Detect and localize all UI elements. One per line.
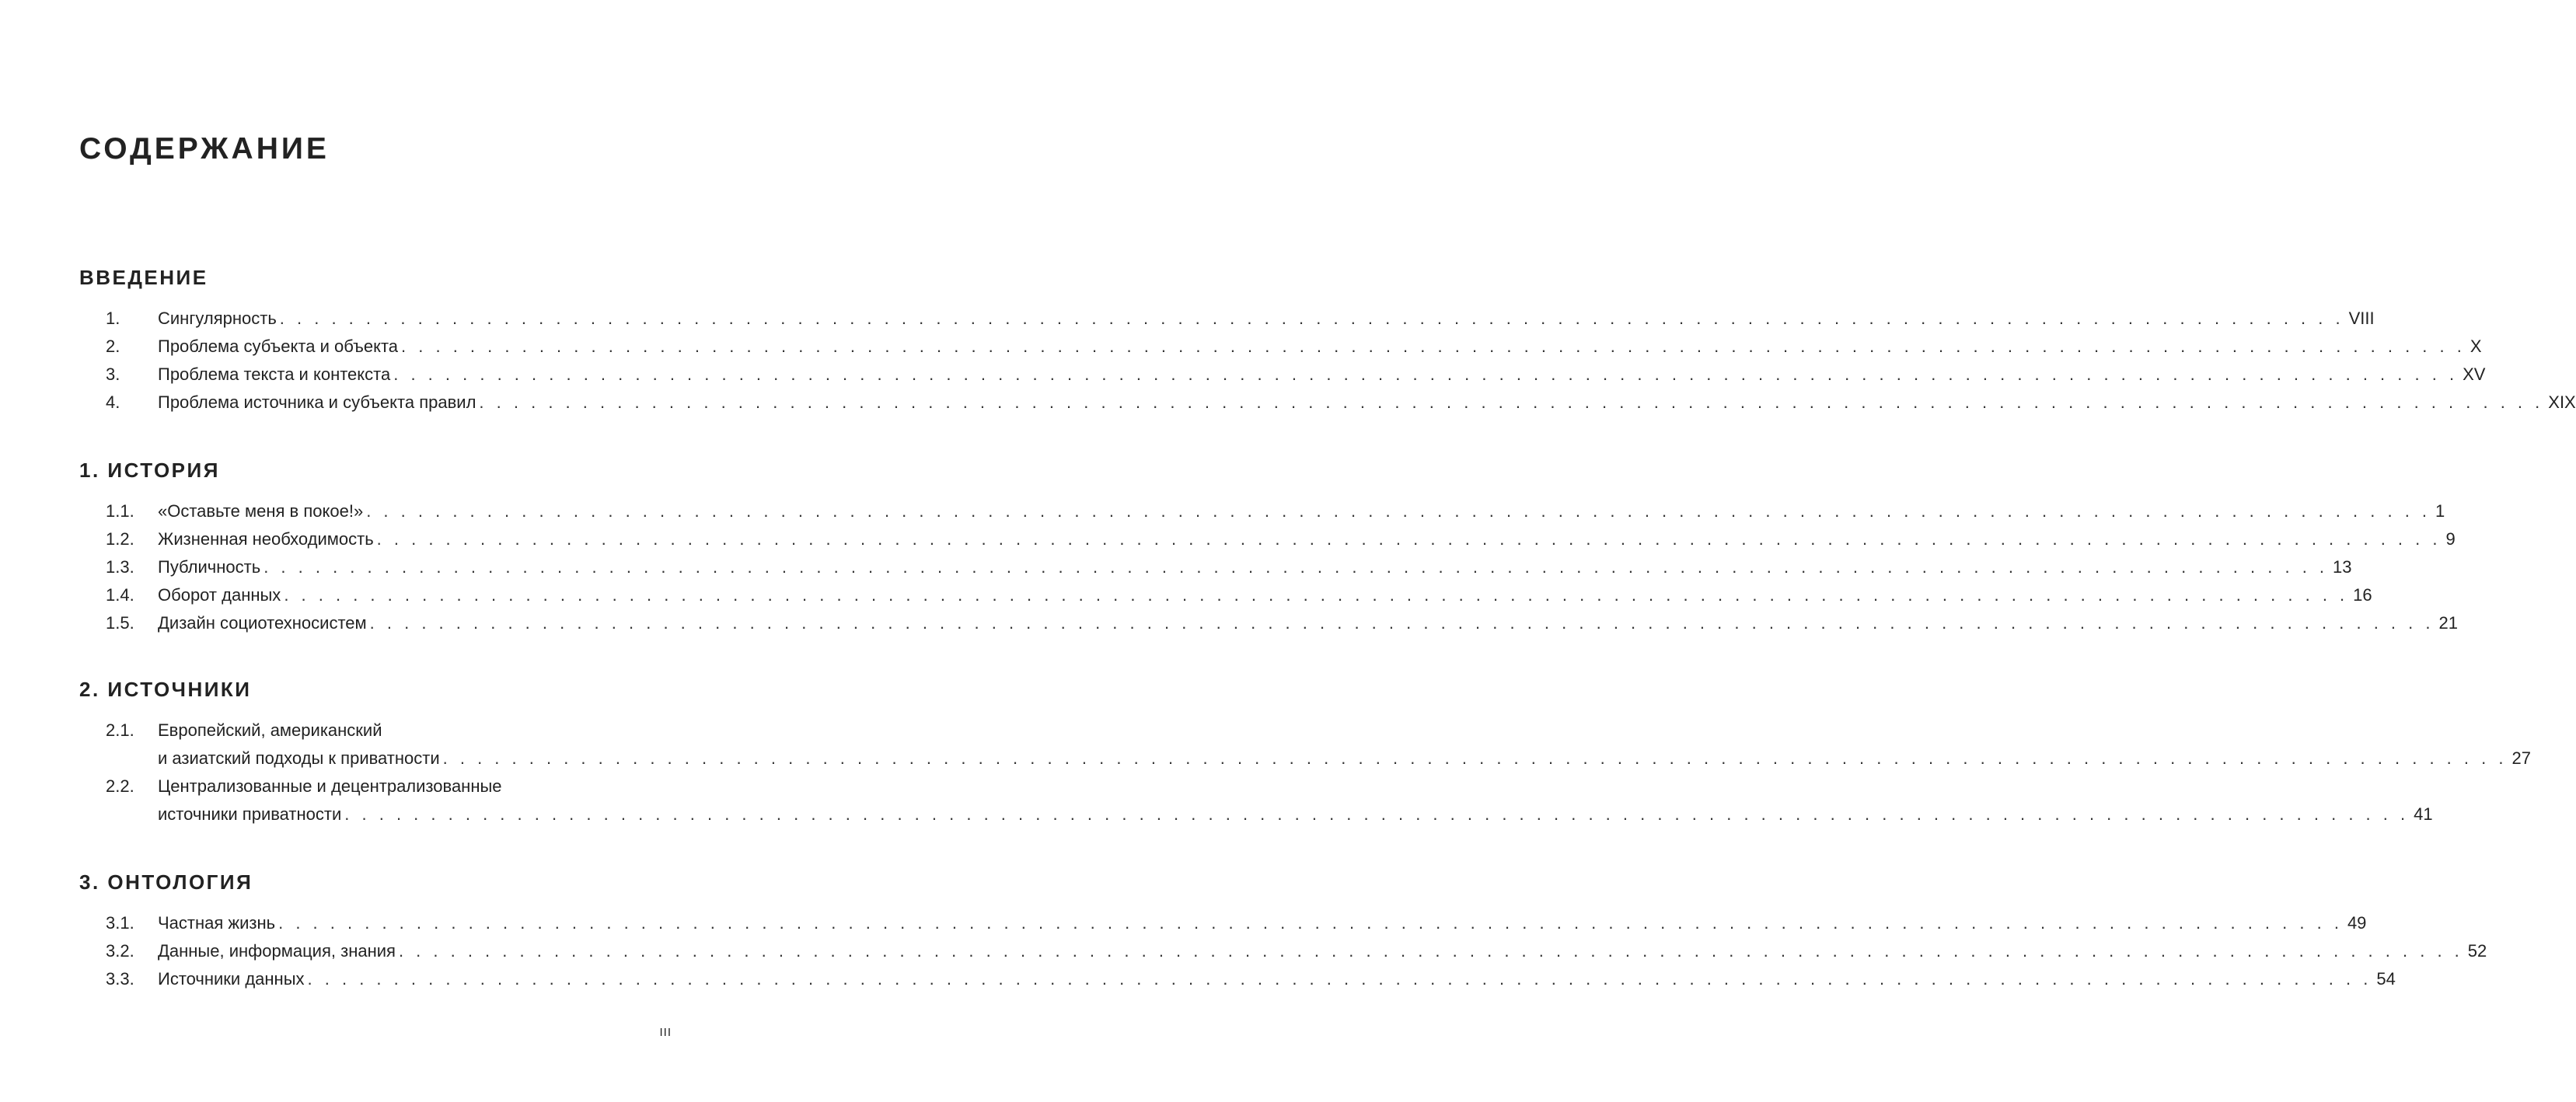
toc-entry-page: 41 xyxy=(2414,804,2433,824)
dot-leader: . . . . . . . . . . . . . . . . . . . . . . . . . . . . . . . . . . . . . . . . . . . . . . . . . . . . . . . . . . . . . . . . . . . . . . . . . . . . . . . . . . . . . . . . . . . . . . . . . . . . . . . . . . . . . . . . . . . . . . . . xyxy=(376,529,2442,549)
toc-entry-title: Проблема текста и контекста xyxy=(158,364,391,384)
dot-leader: . . . . . . . . . . . . . . . . . . . . . . . . . . . . . . . . . . . . . . . . . . . . . . . . . . . . . . . . . . . . . . . . . . . . . . . . . . . . . . . . . . . . . . . . . . . . . . . . . . . . . . . . . . . . . . . . . . . . . . . . xyxy=(279,309,2344,328)
toc-entry-list xyxy=(79,497,2458,637)
toc-entry xyxy=(79,525,2456,553)
toc-entry-title: Проблема источника и субъекта правил xyxy=(158,392,476,412)
toc-entry-page: 13 xyxy=(2333,557,2352,577)
toc-entry-page: 16 xyxy=(2353,585,2372,605)
dot-leader: . . . . . . . . . . . . . . . . . . . . . . . . . . . . . . . . . . . . . . . . . . . . . . . . . . . . . . . . . . . . . . . . . . . . . . . . . . . . . . . . . . . . . . . . . . . . . . . . . . . . . . . . . . . . . . . . . . . . . . . . xyxy=(278,913,2343,933)
dot-leader: . . . . . . . . . . . . . . . . . . . . . . . . . . . . . . . . . . . . . . . . . . . . . . . . . . . . . . . . . . . . . . . . . . . . . . . . . . . . . . . . . . . . . . . . . . . . . . . . . . . . . . . . . . . . . . . . . . . . . . . . xyxy=(284,585,2349,605)
toc-section xyxy=(79,457,2458,637)
toc-entry-title: Проблема субъекта и объекта xyxy=(158,337,399,356)
toc-section xyxy=(79,264,2576,417)
toc-entry xyxy=(79,909,2367,937)
toc-entry-page: X xyxy=(2470,337,2482,356)
toc-entry-title: Данные, информация, знания xyxy=(158,941,396,961)
toc-entry xyxy=(79,581,2372,609)
toc-entry-number: 3.2. xyxy=(106,941,134,961)
toc-entry-page: 21 xyxy=(2438,613,2458,633)
toc-entry xyxy=(79,333,2482,361)
toc-entry-page: XIX xyxy=(2548,392,2576,412)
toc-entry-title: источники приватности xyxy=(158,804,342,824)
toc-entry-title: Частная жизнь xyxy=(158,913,276,933)
toc-entry-list xyxy=(79,717,2531,828)
toc-entry xyxy=(79,361,2486,389)
toc-entry-number: 1.1. xyxy=(106,501,134,521)
section-heading: 2. ИСТОЧНИКИ xyxy=(79,678,252,701)
toc-entry-page: VIII xyxy=(2348,309,2375,328)
toc-entry-list xyxy=(79,305,2576,417)
toc-entry-page: 27 xyxy=(2511,748,2531,768)
page-number: III xyxy=(659,1026,672,1039)
toc-entry-title: и азиатский подходы к приватности xyxy=(158,748,440,768)
toc-entry-title: Жизненная необходимость xyxy=(158,529,374,549)
dot-leader: . . . . . . . . . . . . . . . . . . . . . . . . . . . . . . . . . . . . . . . . . . . . . . . . . . . . . . . . . . . . . . . . . . . . . . . . . . . . . . . . . . . . . . . . . . . . . . . . . . . . . . . . . . . . . . . . . . . . . . . . xyxy=(307,969,2372,989)
toc-entry-title: Источники данных xyxy=(158,969,305,989)
toc-entry xyxy=(79,717,2531,772)
dot-leader: . . . . . . . . . . . . . . . . . . . . . . . . . . . . . . . . . . . . . . . . . . . . . . . . . . . . . . . . . . . . . . . . . . . . . . . . . . . . . . . . . . . . . . . . . . . . . . . . . . . . . . . . . . . . . . . . . . . . . . . . xyxy=(369,613,2435,633)
toc-entry-title: Дизайн социотехносистем xyxy=(158,613,367,633)
section-heading: 3. ОНТОЛОГИЯ xyxy=(79,870,253,894)
toc-entry-title: «Оставьте меня в покое!» xyxy=(158,501,364,521)
toc-entry-number: 1.2. xyxy=(106,529,134,549)
toc-entry xyxy=(79,389,2576,417)
dot-leader: . . . . . . . . . . . . . . . . . . . . . . . . . . . . . . . . . . . . . . . . . . . . . . . . . . . . . . . . . . . . . . . . . . . . . . . . . . . . . . . . . . . . . . . . . . . . . . . . . . . . . . . . . . . . . . . . . . . . . . . . xyxy=(442,748,2508,768)
toc-entry-number: 1.3. xyxy=(106,557,134,577)
dot-leader: . . . . . . . . . . . . . . . . . . . . . . . . . . . . . . . . . . . . . . . . . . . . . . . . . . . . . . . . . . . . . . . . . . . . . . . . . . . . . . . . . . . . . . . . . . . . . . . . . . . . . . . . . . . . . . . . . . . . . . . . xyxy=(401,337,2466,356)
toc-entry xyxy=(79,609,2458,637)
toc-entry-title: Европейский, американский xyxy=(158,720,382,740)
section-heading: 1. ИСТОРИЯ xyxy=(79,459,220,482)
section-heading: ВВЕДЕНИЕ xyxy=(79,266,208,289)
toc-entry-number: 1. xyxy=(106,309,120,328)
toc-entry-page: XV xyxy=(2463,364,2486,384)
toc-entry-number: 1.5. xyxy=(106,613,134,633)
dot-leader: . . . . . . . . . . . . . . . . . . . . . . . . . . . . . . . . . . . . . . . . . . . . . . . . . . . . . . . . . . . . . . . . . . . . . . . . . . . . . . . . . . . . . . . . . . . . . . . . . . . . . . . . . . . . . . . . . . . . . . . . xyxy=(479,392,2544,412)
toc-entry xyxy=(79,497,2445,525)
toc-entry-title: Централизованные и децентрализованные xyxy=(158,776,502,796)
toc-entry-number: 3. xyxy=(106,364,120,384)
toc-section xyxy=(79,676,2531,828)
toc-entry-number: 2. xyxy=(106,337,120,356)
dot-leader: . . . . . . . . . . . . . . . . . . . . . . . . . . . . . . . . . . . . . . . . . . . . . . . . . . . . . . . . . . . . . . . . . . . . . . . . . . . . . . . . . . . . . . . . . . . . . . . . . . . . . . . . . . . . . . . . . . . . . . . . xyxy=(344,804,2410,824)
toc-entry-page: 54 xyxy=(2376,969,2396,989)
toc-entry-number: 2.1. xyxy=(106,720,134,740)
toc-entry xyxy=(79,965,2396,993)
toc-entry-page: 52 xyxy=(2467,941,2487,961)
toc-entry-page: 1 xyxy=(2435,501,2445,521)
toc-entry-number: 1.4. xyxy=(106,585,134,605)
toc-entry-list xyxy=(79,909,2487,993)
toc-entry xyxy=(79,772,2433,828)
toc-entry-title: Публичность xyxy=(158,557,261,577)
toc-entry xyxy=(79,305,2375,333)
toc-entry-number: 3.1. xyxy=(106,913,134,933)
dot-leader: . . . . . . . . . . . . . . . . . . . . . . . . . . . . . . . . . . . . . . . . . . . . . . . . . . . . . . . . . . . . . . . . . . . . . . . . . . . . . . . . . . . . . . . . . . . . . . . . . . . . . . . . . . . . . . . . . . . . . . . . xyxy=(264,557,2329,577)
toc-entry-page: 9 xyxy=(2445,529,2456,549)
toc-entry-title: Сингулярность xyxy=(158,309,277,328)
dot-leader: . . . . . . . . . . . . . . . . . . . . . . . . . . . . . . . . . . . . . . . . . . . . . . . . . . . . . . . . . . . . . . . . . . . . . . . . . . . . . . . . . . . . . . . . . . . . . . . . . . . . . . . . . . . . . . . . . . . . . . . . xyxy=(398,941,2463,961)
toc-entry-title: Оборот данных xyxy=(158,585,281,605)
toc-entry-page: 49 xyxy=(2347,913,2367,933)
toc-entry-number: 4. xyxy=(106,392,120,412)
toc-entry xyxy=(79,553,2352,581)
toc-section xyxy=(79,869,2487,993)
dot-leader: . . . . . . . . . . . . . . . . . . . . . . . . . . . . . . . . . . . . . . . . . . . . . . . . . . . . . . . . . . . . . . . . . . . . . . . . . . . . . . . . . . . . . . . . . . . . . . . . . . . . . . . . . . . . . . . . . . . . . . . . xyxy=(366,501,2431,521)
toc-entry-number: 3.3. xyxy=(106,969,134,989)
toc-entry xyxy=(79,937,2487,965)
dot-leader: . . . . . . . . . . . . . . . . . . . . . . . . . . . . . . . . . . . . . . . . . . . . . . . . . . . . . . . . . . . . . . . . . . . . . . . . . . . . . . . . . . . . . . . . . . . . . . . . . . . . . . . . . . . . . . . . . . . . . . . . xyxy=(393,364,2459,384)
toc-entry-number: 2.2. xyxy=(106,776,134,796)
page-title: СОДЕРЖАНИЕ xyxy=(79,132,330,166)
